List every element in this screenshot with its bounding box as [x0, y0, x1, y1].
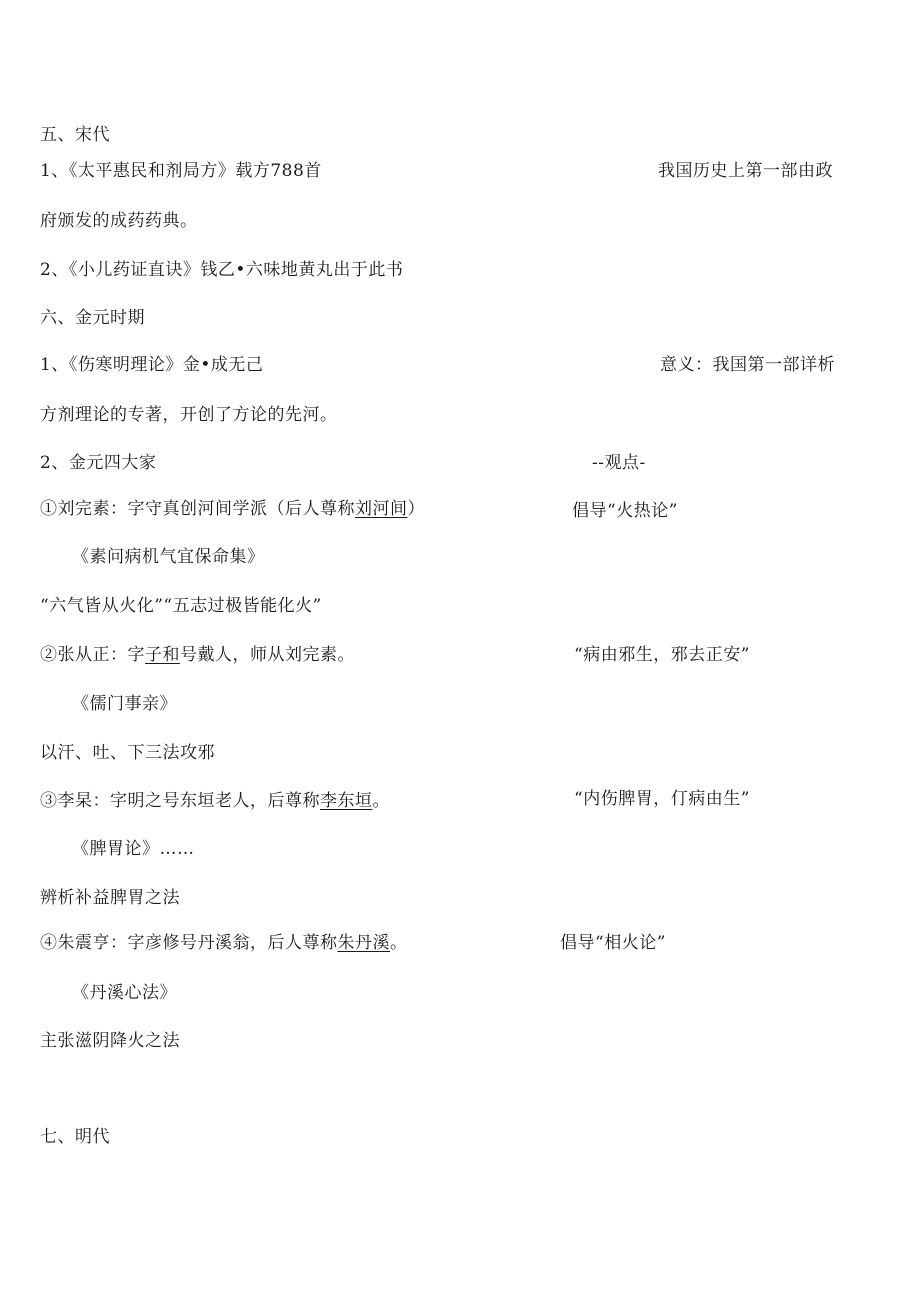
master-liu-close: ） — [407, 499, 425, 519]
section-heading-jinyuan: 六、金元时期 — [40, 308, 145, 328]
master-zhu-honorific: 朱丹溪 — [337, 933, 390, 953]
master-li-close: 。 — [372, 791, 390, 811]
section-heading-song: 五、宋代 — [40, 125, 110, 145]
master-liu-book: 《素问病机气宜保命集》 — [72, 547, 265, 567]
section-heading-ming: 七、明代 — [40, 1127, 110, 1147]
jinyuan-item-1-continued: 方剂理论的专著，开创了方论的先河。 — [40, 405, 338, 425]
master-li-viewpoint: “内伤脾胃，仃病由生” — [574, 789, 750, 809]
jinyuan-item-2: 2、金元四大家 — [40, 453, 157, 473]
master-li-text: ③李杲：字明之号东垣老人，后尊称 — [40, 791, 320, 811]
song-item-1-significance: 我国历史上第一部由政 — [658, 161, 833, 181]
master-zhu-book: 《丹溪心法》 — [72, 983, 177, 1003]
master-liu-honorific: 刘河间 — [355, 499, 408, 519]
master-zhang-note: 以汗、吐、下三法攻邪 — [40, 743, 215, 763]
master-zhang-courtesy: 子和 — [145, 645, 180, 665]
master-zhang-text: ②张从正：字 — [40, 645, 145, 665]
master-li-book: 《脾胃论》…… — [72, 839, 195, 859]
master-li-gao — [40, 790, 390, 812]
song-item-1: 1、《太平惠民和剂局方》载方788首 — [40, 161, 322, 181]
master-zhang-book: 《儒门事亲》 — [72, 694, 177, 714]
master-zhang-viewpoint: “病由邪生，邪去正安” — [574, 645, 750, 665]
song-item-2: 2、《小儿药证直诀》钱乙•六味地黄丸出于此书 — [40, 260, 404, 280]
master-liu-viewpoint: 倡导“火热论” — [572, 501, 678, 521]
master-zhang-congzheng — [40, 644, 355, 666]
master-liu-text: ①刘完素：字守真创河间学派（后人尊称 — [40, 499, 355, 519]
master-zhu-viewpoint: 倡导“相火论” — [560, 933, 666, 953]
master-zhu-text: ④朱震亨：字彦修号丹溪翁，后人尊称 — [40, 933, 338, 953]
master-zhang-rest: 号戴人，师从刘完素。 — [180, 645, 355, 665]
viewpoint-header: --观点- — [592, 453, 646, 473]
master-liu-wansu — [40, 498, 425, 520]
jinyuan-item-1: 1、《伤寒明理论》金•成无己 — [40, 355, 264, 375]
master-zhu-zhenheng — [40, 932, 408, 954]
master-zhu-close: 。 — [390, 933, 408, 953]
master-liu-note: “六气皆从火化”“五志过极皆能化火” — [40, 596, 322, 616]
master-li-honorific: 李东垣 — [320, 791, 373, 811]
master-li-note: 辨析补益脾胃之法 — [40, 888, 180, 908]
jinyuan-item-1-significance: 意义：我国第一部详析 — [660, 355, 835, 375]
master-zhu-note: 主张滋阴降火之法 — [40, 1031, 180, 1051]
song-item-1-continued: 府颁发的成药药典。 — [40, 211, 198, 231]
